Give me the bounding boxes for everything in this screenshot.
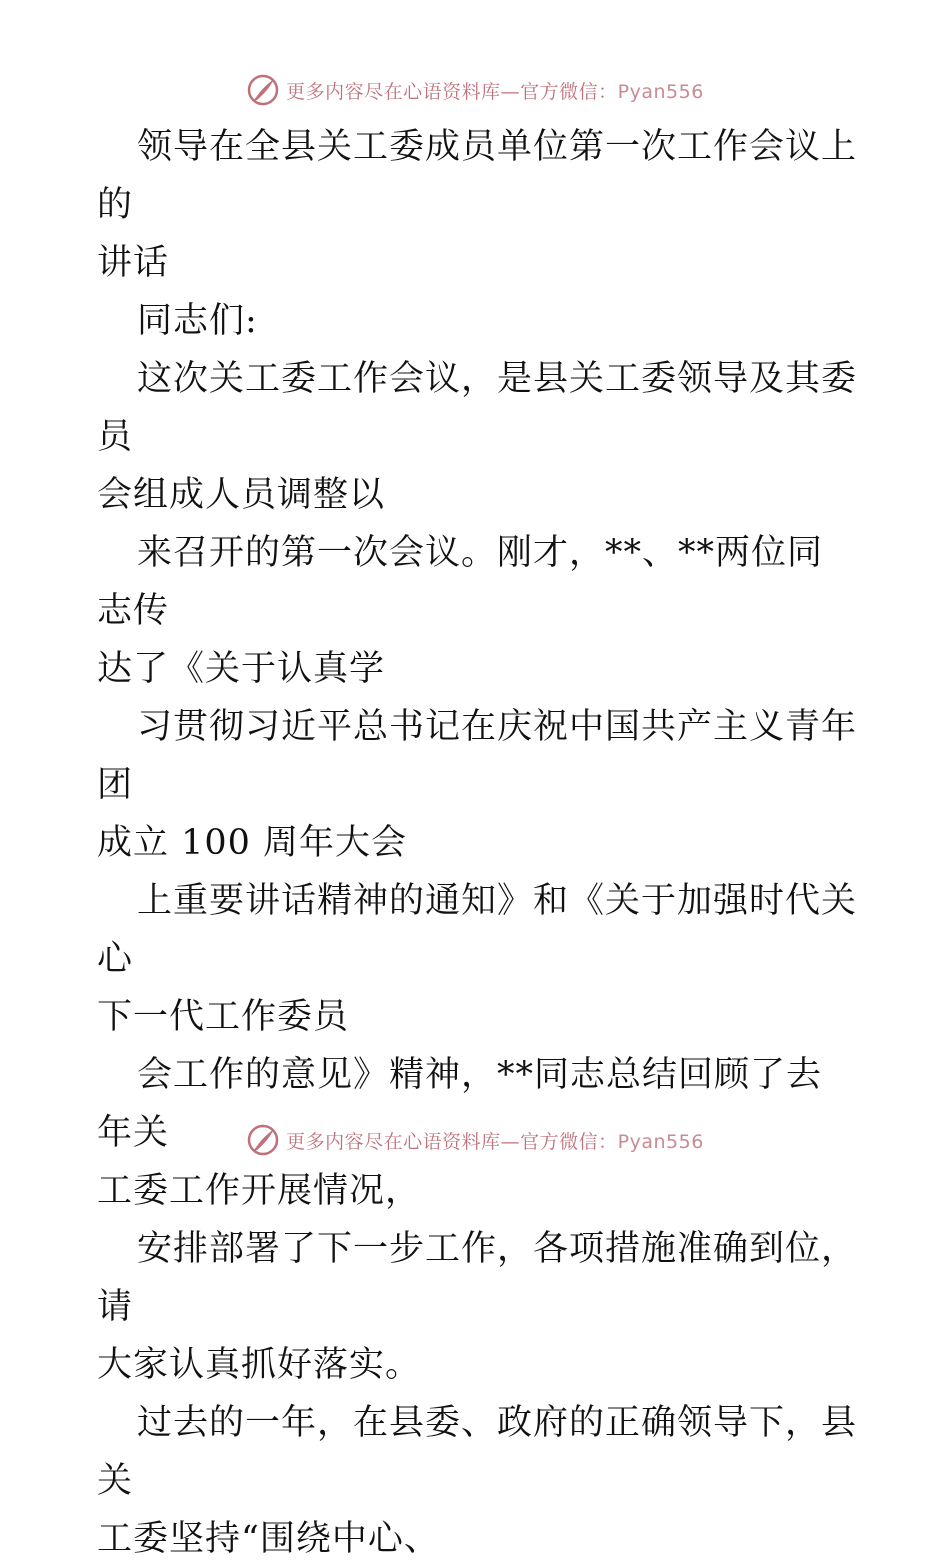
paragraph: 来召开的第一次会议。刚才，**、**两位同志传 达了《关于认真学 (97, 533, 824, 689)
paragraph: 安排部署了下一步工作，各项措施准确到位，请 大家认真抓好落实。 (97, 1229, 858, 1385)
quill-pen-logo-icon (246, 73, 280, 107)
paragraph: 习贯彻习近平总书记在庆祝中国共产主义青年团 成立 100 周年大会 (97, 707, 858, 863)
document-body (97, 118, 857, 1568)
footer-watermark (0, 1120, 950, 1160)
paragraph: 过去的一年，在县委、政府的正确领导下，县关 工委坚持“围绕中心、 (97, 1403, 858, 1559)
quill-pen-logo-icon (246, 1123, 280, 1157)
paragraph: 这次关工委工作会议，是县关工委领导及其委员 会组成人员调整以 (97, 359, 858, 515)
watermark-text: 更多内容尽在心语资料库—官方微信：Pyan556 (286, 80, 704, 103)
salutation: 同志们: (137, 301, 258, 341)
document-title: 领导在全县关工委成员单位第一次工作会议上的 讲话 (97, 127, 858, 283)
paragraph: 上重要讲话精神的通知》和《关于加强时代关心 下一代工作委员 (97, 881, 858, 1037)
header-watermark (0, 70, 950, 110)
paragraph: 会工作的意见》精神，**同志总结回顾了去年关 工委工作开展情况， (97, 1055, 823, 1211)
watermark-text: 更多内容尽在心语资料库—官方微信：Pyan556 (286, 1130, 704, 1153)
